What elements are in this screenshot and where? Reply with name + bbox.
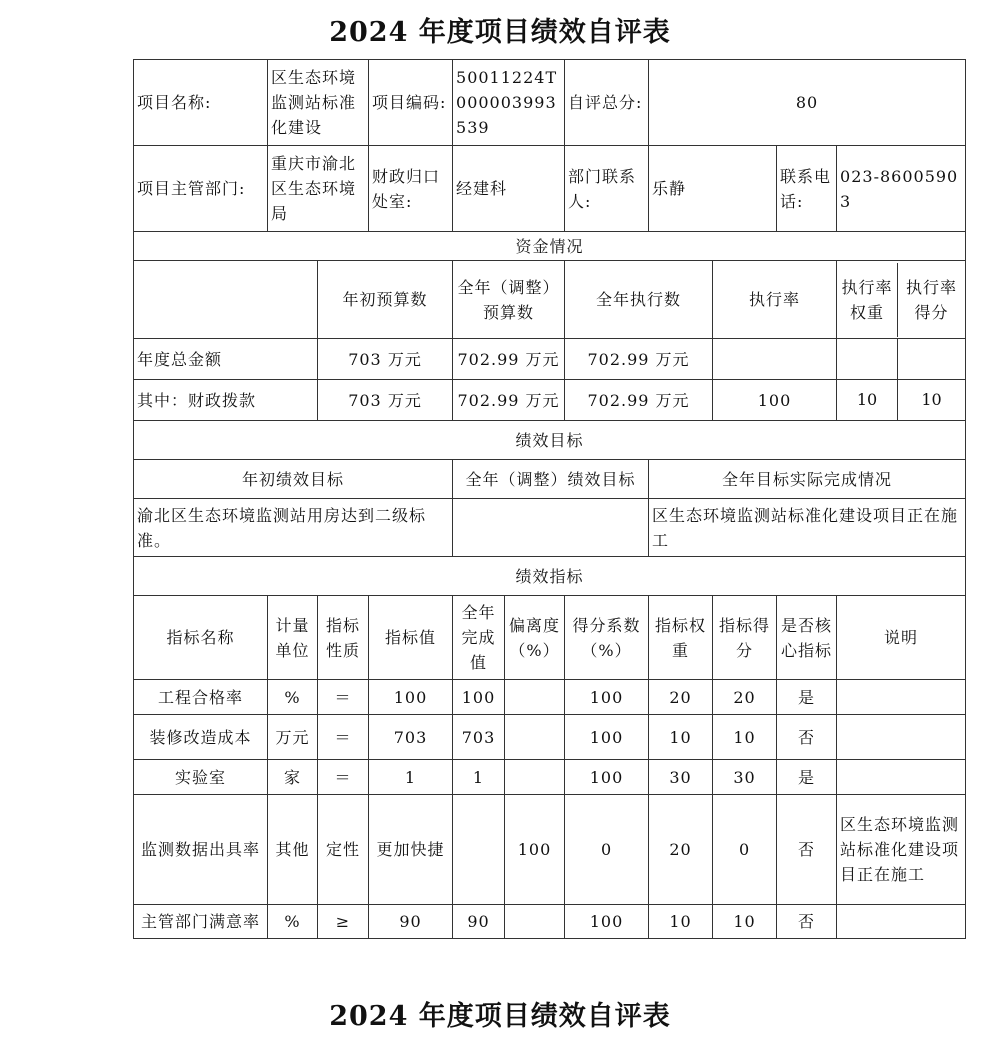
ind-unit: %	[268, 905, 318, 939]
ind-nature: ＝	[318, 680, 369, 715]
project-info-row	[134, 60, 966, 146]
ind-deviation	[505, 680, 565, 715]
project-name-label: 项目名称:	[134, 60, 268, 146]
ind-target: 100	[369, 680, 453, 715]
ind-header-name: 指标名称	[134, 596, 268, 680]
funds-weight: 10	[837, 380, 898, 420]
ind-score: 10	[713, 905, 777, 939]
ind-header-target: 指标值	[369, 596, 453, 680]
goals-section-title: 绩效目标	[134, 421, 966, 460]
ind-note: 区生态环境监测站标准化建设项目正在施工	[837, 795, 966, 905]
finance-label: 财政归口处室:	[369, 146, 453, 232]
ind-name: 工程合格率	[134, 680, 268, 715]
contact-person: 乐静	[649, 146, 777, 232]
funds-row-label: 其中：财政拨款	[134, 380, 318, 421]
table-row	[134, 715, 966, 760]
dept-label: 项目主管部门:	[134, 146, 268, 232]
ind-core: 是	[777, 760, 837, 795]
ind-coefficient: 100	[565, 680, 649, 715]
phone-label: 联系电话:	[777, 146, 837, 232]
ind-note	[837, 905, 966, 939]
funds-score: 10	[921, 390, 942, 409]
ind-done: 100	[453, 680, 505, 715]
funds-adjusted: 702.99 万元	[453, 380, 565, 421]
funds-header-executed: 全年执行数	[565, 261, 713, 339]
funds-section-title: 资金情况	[134, 232, 966, 261]
goals-header-actual: 全年目标实际完成情况	[649, 460, 966, 499]
project-name: 区生态环境监测站标准化建设	[268, 60, 369, 146]
ind-core: 否	[777, 795, 837, 905]
goals-actual: 区生态环境监测站标准化建设项目正在施工	[649, 499, 966, 557]
ind-name: 装修改造成本	[134, 715, 268, 760]
ind-score: 0	[713, 795, 777, 905]
table-row	[134, 760, 966, 795]
table-row	[134, 795, 966, 905]
ind-coefficient: 0	[565, 795, 649, 905]
indicators-header-row	[134, 596, 966, 680]
department-info-row	[134, 146, 966, 232]
ind-coefficient: 100	[565, 905, 649, 939]
goals-header-row	[134, 460, 966, 499]
funds-weight-score	[837, 380, 966, 421]
ind-score: 20	[713, 680, 777, 715]
ind-unit: %	[268, 680, 318, 715]
ind-header-coefficient: 得分系数（%）	[565, 596, 649, 680]
ind-core: 否	[777, 715, 837, 760]
ind-done: 90	[453, 905, 505, 939]
funds-header-row	[134, 261, 966, 339]
ind-name: 监测数据出具率	[134, 795, 268, 905]
goals-header-adjusted: 全年（调整）绩效目标	[453, 460, 649, 499]
ind-weight: 10	[649, 715, 713, 760]
next-page-title: 2024 年度项目绩效自评表	[329, 1001, 671, 1032]
funds-header-rate: 执行率	[713, 261, 837, 339]
ind-header-deviation: 偏离度（%）	[505, 596, 565, 680]
ind-target: 703	[369, 715, 453, 760]
table-row	[134, 905, 966, 939]
indicators-section-title: 绩效指标	[134, 557, 966, 596]
self-score: 80	[649, 60, 966, 146]
goals-initial: 渝北区生态环境监测站用房达到二级标准。	[134, 499, 453, 557]
ind-header-score: 指标得分	[713, 596, 777, 680]
ind-deviation	[505, 905, 565, 939]
funds-header-weight-score	[837, 261, 966, 339]
ind-deviation: 100	[505, 795, 565, 905]
ind-note	[837, 680, 966, 715]
ind-note	[837, 715, 966, 760]
ind-unit: 家	[268, 760, 318, 795]
contact-label: 部门联系人:	[565, 146, 649, 232]
ind-weight: 20	[649, 795, 713, 905]
project-code: 50011224T000003993539	[453, 60, 565, 146]
ind-nature: 定性	[318, 795, 369, 905]
ind-core: 是	[777, 680, 837, 715]
funds-initial: 703 万元	[318, 339, 453, 380]
funds-executed: 702.99 万元	[565, 380, 713, 421]
goals-header-initial: 年初绩效目标	[134, 460, 453, 499]
ind-coefficient: 100	[565, 715, 649, 760]
funds-score	[898, 339, 965, 379]
funds-row-total	[134, 339, 966, 380]
funds-rate	[713, 339, 837, 380]
ind-unit: 其他	[268, 795, 318, 905]
ind-name: 主管部门满意率	[134, 905, 268, 939]
finance-office: 经建科	[453, 146, 565, 232]
goals-content-row	[134, 499, 966, 557]
ind-weight: 20	[649, 680, 713, 715]
ind-done: 703	[453, 715, 505, 760]
ind-weight: 30	[649, 760, 713, 795]
project-code-label: 项目编码:	[369, 60, 453, 146]
ind-header-unit: 计量单位	[268, 596, 318, 680]
funds-header-initial: 年初预算数	[318, 261, 453, 339]
ind-header-nature: 指标性质	[318, 596, 369, 680]
self-score-label: 自评总分:	[565, 60, 649, 146]
funds-row-label: 年度总金额	[134, 339, 318, 380]
goals-adjusted	[453, 499, 649, 557]
ind-header-done: 全年完成值	[453, 596, 505, 680]
ind-nature: ＝	[318, 760, 369, 795]
ind-name: 实验室	[134, 760, 268, 795]
funds-header-weight: 执行率权重	[837, 263, 898, 337]
table-row	[134, 680, 966, 715]
ind-nature: ≥	[318, 905, 369, 939]
ind-done: 1	[453, 760, 505, 795]
ind-header-note: 说明	[837, 596, 966, 680]
ind-header-core: 是否核心指标	[777, 596, 837, 680]
ind-deviation	[505, 715, 565, 760]
ind-unit: 万元	[268, 715, 318, 760]
phone-number: 023-86005903	[837, 146, 966, 232]
funds-header-score: 执行率得分	[906, 277, 958, 322]
self-evaluation-table	[133, 59, 966, 939]
ind-score: 30	[713, 760, 777, 795]
funds-adjusted: 702.99 万元	[453, 339, 565, 380]
ind-core: 否	[777, 905, 837, 939]
ind-target: 90	[369, 905, 453, 939]
dept-name: 重庆市渝北区生态环境局	[268, 146, 369, 232]
funds-executed: 702.99 万元	[565, 339, 713, 380]
ind-done	[453, 795, 505, 905]
funds-header-blank	[134, 261, 318, 339]
ind-target: 1	[369, 760, 453, 795]
ind-nature: ＝	[318, 715, 369, 760]
funds-header-adjusted: 全年（调整）预算数	[453, 261, 565, 339]
funds-rate: 100	[713, 380, 837, 421]
ind-coefficient: 100	[565, 760, 649, 795]
ind-weight: 10	[649, 905, 713, 939]
funds-weight	[837, 339, 898, 379]
ind-target: 更加快捷	[369, 795, 453, 905]
ind-deviation	[505, 760, 565, 795]
funds-weight-score	[837, 339, 966, 380]
ind-score: 10	[713, 715, 777, 760]
funds-row-fiscal	[134, 380, 966, 421]
page-title: 2024 年度项目绩效自评表	[329, 17, 671, 48]
ind-note	[837, 760, 966, 795]
ind-header-weight: 指标权重	[649, 596, 713, 680]
funds-initial: 703 万元	[318, 380, 453, 421]
